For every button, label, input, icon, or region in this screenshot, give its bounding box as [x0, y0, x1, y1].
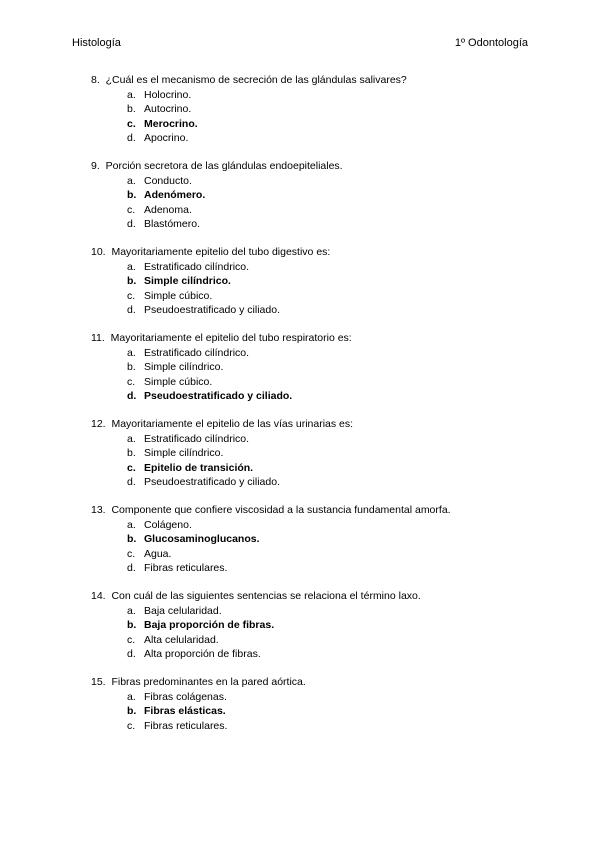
option-text: Blastómero.	[144, 218, 201, 230]
question-text	[91, 73, 531, 88]
option-item	[91, 375, 531, 390]
option-item	[91, 690, 531, 705]
option-correct	[91, 532, 531, 547]
option-item	[91, 432, 531, 447]
option-text: Agua.	[144, 547, 172, 560]
option-letter: d.	[127, 648, 136, 660]
option-text: Autocrino.	[144, 103, 192, 115]
option-letter: b.	[127, 619, 137, 631]
option-item	[91, 131, 531, 146]
option-text: Epitelio de transición.	[144, 461, 254, 474]
option-letter: b.	[127, 103, 136, 115]
question-statement: Porción secretora de las glándulas endoepiteliales.	[105, 160, 343, 172]
option-letter: d.	[127, 132, 136, 144]
option-letter: c.	[127, 117, 136, 130]
option-item	[91, 360, 531, 375]
option-letter: b.	[127, 275, 137, 287]
option-letter: d.	[127, 476, 136, 488]
option-text: Pseudoestratificado y ciliado.	[144, 476, 280, 488]
option-letter: a.	[127, 346, 136, 359]
option-correct	[91, 618, 531, 633]
question-item	[91, 73, 531, 146]
option-letter: d.	[127, 390, 137, 402]
option-list	[91, 432, 531, 490]
option-item	[91, 518, 531, 533]
option-list	[91, 690, 531, 734]
option-letter: d.	[127, 218, 136, 230]
option-correct	[91, 461, 531, 476]
option-text: Fibras colágenas.	[144, 690, 227, 703]
option-letter: c.	[127, 461, 136, 474]
question-item	[91, 503, 531, 576]
option-text: Simple cilíndrico.	[144, 447, 224, 459]
question-statement: ¿Cuál es el mecanismo de secreción de las glándulas salivares?	[105, 74, 407, 86]
option-list	[91, 518, 531, 576]
question-item	[91, 417, 531, 490]
option-item	[91, 475, 531, 490]
question-statement: Mayoritariamente el epitelio de las vías urinarias es:	[111, 418, 354, 430]
option-correct	[91, 704, 531, 719]
option-text: Apocrino.	[144, 132, 189, 144]
option-correct	[91, 389, 531, 404]
question-number: 14.	[91, 590, 106, 602]
question-item	[91, 331, 531, 404]
question-number: 15.	[91, 676, 106, 688]
question-text	[91, 331, 531, 346]
option-letter: a.	[127, 432, 136, 445]
option-text: Simple cúbico.	[144, 375, 213, 388]
question-item	[91, 589, 531, 662]
option-correct	[91, 188, 531, 203]
option-text: Baja celularidad.	[144, 604, 222, 617]
option-list	[91, 604, 531, 662]
option-item	[91, 604, 531, 619]
option-letter: a.	[127, 88, 136, 101]
question-text	[91, 589, 531, 604]
option-text: Fibras reticulares.	[144, 719, 228, 732]
option-item	[91, 289, 531, 304]
question-number: 10.	[91, 246, 106, 258]
question-statement: Con cuál de las siguientes sentencias se relaciona el término laxo.	[111, 590, 421, 602]
question-list	[91, 73, 531, 747]
option-letter: a.	[127, 518, 136, 531]
option-text: Pseudoestratificado y ciliado.	[144, 304, 280, 316]
option-letter: a.	[127, 604, 136, 617]
option-item	[91, 88, 531, 103]
option-text: Adenómero.	[144, 189, 206, 201]
option-item	[91, 203, 531, 218]
option-text: Conducto.	[144, 174, 192, 187]
option-item	[91, 217, 531, 232]
option-text: Merocrino.	[144, 117, 198, 130]
option-text: Estratificado cilíndrico.	[144, 346, 250, 359]
option-item	[91, 633, 531, 648]
option-item	[91, 260, 531, 275]
question-item	[91, 159, 531, 232]
option-letter: c.	[127, 375, 136, 388]
option-item	[91, 346, 531, 361]
question-number: 8.	[91, 74, 100, 86]
option-text: Simple cúbico.	[144, 289, 213, 302]
option-correct	[91, 117, 531, 132]
option-letter: b.	[127, 533, 137, 545]
option-text: Pseudoestratificado y ciliado.	[144, 390, 293, 402]
question-text	[91, 159, 531, 174]
option-list	[91, 346, 531, 404]
question-number: 13.	[91, 504, 106, 516]
header-course: 1º Odontología	[454, 37, 528, 49]
option-item	[91, 303, 531, 318]
option-letter: c.	[127, 633, 136, 646]
option-letter: c.	[127, 719, 136, 732]
question-text	[91, 503, 531, 518]
question-text	[91, 675, 531, 690]
option-text: Glucosaminoglucanos.	[144, 533, 260, 545]
question-number: 9.	[91, 160, 100, 172]
option-text: Simple cilíndrico.	[144, 361, 224, 373]
option-correct	[91, 274, 531, 289]
question-number: 11.	[91, 332, 105, 344]
option-text: Fibras reticulares.	[144, 562, 228, 574]
option-text: Fibras elásticas.	[144, 705, 226, 717]
option-letter: b.	[127, 705, 137, 717]
header-subject: Histología	[72, 37, 121, 49]
option-item	[91, 561, 531, 576]
option-item	[91, 446, 531, 461]
option-letter: a.	[127, 174, 136, 187]
option-item	[91, 174, 531, 189]
option-text: Alta proporción de fibras.	[144, 648, 261, 660]
option-item	[91, 719, 531, 734]
question-number: 12.	[91, 418, 106, 430]
option-text: Estratificado cilíndrico.	[144, 260, 250, 273]
option-letter: a.	[127, 690, 136, 703]
question-item	[91, 245, 531, 318]
question-statement: Componente que confiere viscosidad a la sustancia fundamental amorfa.	[111, 504, 451, 516]
option-item	[91, 547, 531, 562]
option-letter: c.	[127, 547, 136, 560]
option-text: Alta celularidad.	[144, 633, 219, 646]
option-text: Estratificado cilíndrico.	[144, 432, 250, 445]
option-item	[91, 102, 531, 117]
option-letter: a.	[127, 260, 136, 273]
option-letter: b.	[127, 361, 136, 373]
option-text: Colágeno.	[144, 518, 192, 531]
option-text: Adenoma.	[144, 203, 192, 216]
question-statement: Fibras predominantes en la pared aórtica.	[111, 676, 306, 688]
option-text: Simple cilíndrico.	[144, 275, 231, 287]
option-letter: c.	[127, 289, 136, 302]
option-letter: d.	[127, 562, 136, 574]
option-text: Baja proporción de fibras.	[144, 619, 275, 631]
option-list	[91, 88, 531, 146]
question-statement: Mayoritariamente el epitelio del tubo respiratorio es:	[110, 332, 352, 344]
option-letter: c.	[127, 203, 136, 216]
option-item	[91, 647, 531, 662]
option-letter: b.	[127, 189, 137, 201]
question-text	[91, 245, 531, 260]
option-letter: b.	[127, 447, 136, 459]
question-statement: Mayoritariamente epitelio del tubo digestivo es:	[111, 246, 331, 258]
question-text	[91, 417, 531, 432]
option-list	[91, 174, 531, 232]
option-text: Holocrino.	[144, 88, 192, 101]
option-letter: d.	[127, 304, 136, 316]
question-item	[91, 675, 531, 733]
option-list	[91, 260, 531, 318]
